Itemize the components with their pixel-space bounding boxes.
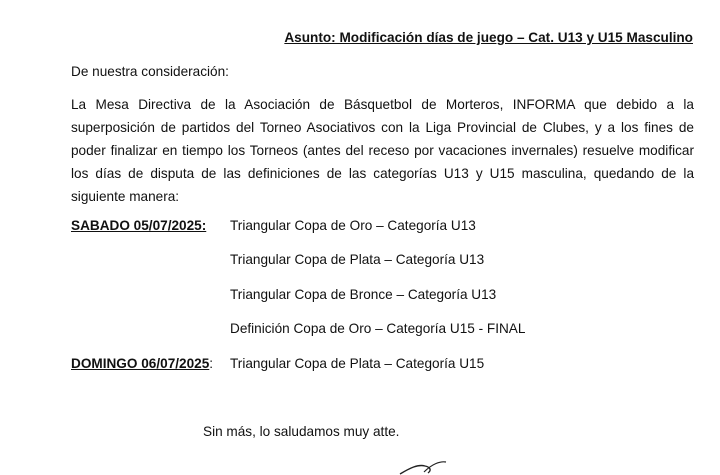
schedule-event: Triangular Copa de Oro – Categoría U13: [230, 218, 476, 233]
sunday-date: DOMINGO 06/07/2025: [71, 356, 210, 371]
schedule-event: Definición Copa de Oro – Categoría U15 - FINAL: [230, 321, 526, 336]
signature-stroke: [380, 452, 460, 475]
greeting: De nuestra consideración:: [71, 64, 229, 79]
subject-line: Asunto: Modificación días de juego – Cat. U13 y U15 Masculino: [284, 30, 693, 45]
sunday-date-row: [71, 356, 213, 371]
schedule-event: Triangular Copa de Plata – Categoría U13: [230, 252, 485, 267]
schedule-event: Triangular Copa de Bronce – Categoría U13: [230, 287, 497, 302]
saturday-date: SABADO 05/07/2025:: [71, 218, 207, 233]
closing-line: Sin más, lo saludamos muy atte.: [203, 424, 400, 439]
schedule-event: Triangular Copa de Plata – Categoría U15: [230, 356, 485, 371]
sunday-date-colon: :: [209, 356, 214, 371]
body-paragraph: La Mesa Directiva de la Asociación de Básquetbol de Morteros, INFORMA que debido a la superposición de partidos del Torneo Asociativos con la Liga Provincial de Clubes, y a los fines de poder finalizar en tiempo los Torneos (antes del receso por vacaciones invernales) resuelve modificar los días de disputa de las definiciones de las categorías U13 y U15 masculina, quedando de la siguiente manera:: [71, 97, 694, 204]
